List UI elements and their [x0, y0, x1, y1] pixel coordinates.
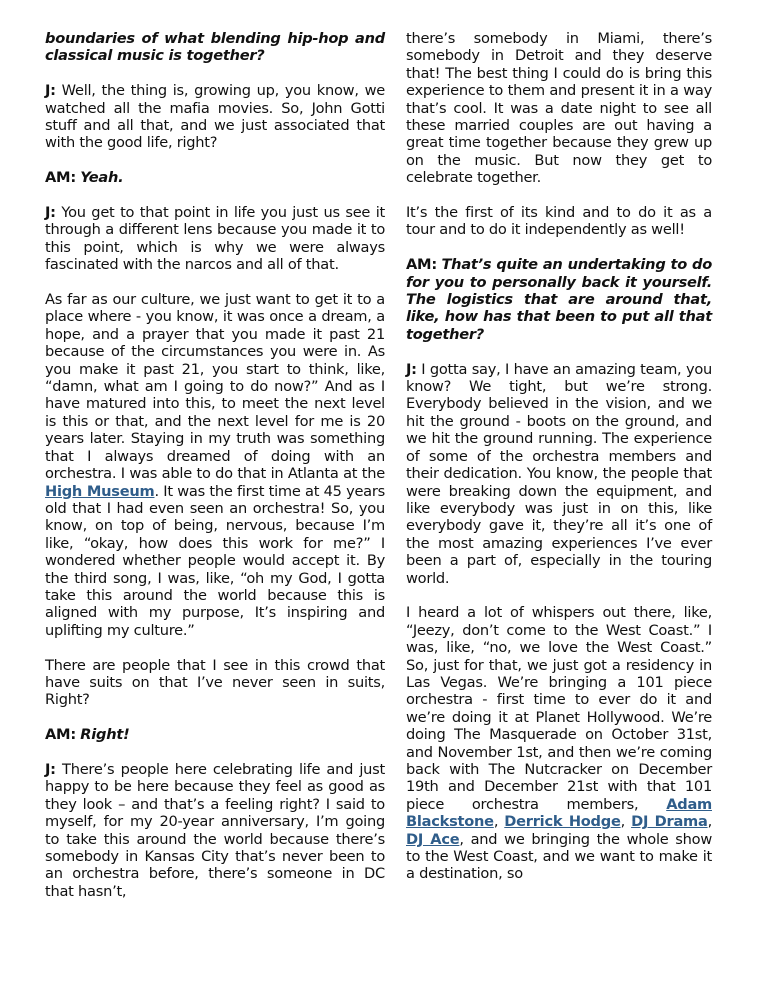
interviewer-paragraph: [406, 256, 712, 343]
speaker-label: AM:: [45, 726, 76, 744]
answer-paragraph: [45, 291, 385, 639]
answer-text: I heard a lot of whispers out there, like, “Jeezy, don’t come to the West Coast.” I was, like, “no, we love the West Coast.” So, just for that, we just got a residency in Las Vegas. We’re bringing a 101 piece orchestra - first time to ever do it and we’re doing it at Planet Hollywood. We’re doing The Masquerade on October 31st, and November 1st, and then we’re coming back with The Nutcracker on December 19th and December 21st with that 101 piece orchestra members,: [406, 604, 712, 813]
speaker-label: J:: [406, 360, 417, 378]
answer-paragraph: [45, 82, 385, 152]
interviewer-text: That’s quite an undertaking to do for you to personally back it yourself. The logistics that are around that, like, how has that been to put all that together?: [406, 256, 712, 343]
speaker-label: AM:: [45, 169, 76, 187]
speaker-label: AM:: [406, 256, 437, 274]
answer-text: , and we bringing the whole show to the West Coast, and we want to make it a destination, so: [406, 830, 713, 883]
answer-paragraph: [45, 204, 385, 274]
high-museum-link[interactable]: High Museum: [45, 482, 155, 500]
left-column: [45, 30, 385, 918]
speaker-label: J:: [45, 204, 56, 222]
answer-text: . It was the first time at 45 years old that I had even seen an orchestra! So, you know, on top of being, nervous, because I’m like, “okay, how does this work for me?” I wondered whether people would accept it. By the third song, I was, like, “oh my God, I gotta take this around the world because this is aligned with my purpose, It’s inspiring and uplifting my culture.”: [45, 482, 385, 639]
answer-paragraph: [406, 604, 712, 883]
speaker-label: J:: [45, 760, 56, 778]
answer-text: I gotta say, I have an amazing team, you know? We tight, but we’re strong. Everybody believed in the vision, and we hit the ground - boots on the ground, and we hit the ground running. The experience of some of the orchestra members and their dedication. You know, the people that were breaking down the equipment, and like everybody was just in on this, like everybody gave it, they’re all it’s one of the most amazing experiences I’ve ever been a part of, especially in the touring world.: [406, 360, 713, 587]
answer-paragraph: It’s the first of its kind and to do it as a tour and to do it independently as well!: [406, 204, 712, 239]
answer-text: Well, the thing is, growing up, you know, we watched all the mafia movies. So, John Gotti stuff and all that, and we just associated that with the good life, right?: [45, 82, 385, 152]
interviewer-paragraph: [45, 169, 385, 186]
answer-paragraph: There are people that I see in this crowd that have suits on that I’ve never seen in suits, Right?: [45, 656, 385, 709]
answer-paragraph: [45, 761, 385, 900]
separator: ,: [707, 813, 712, 831]
answer-paragraph: there’s somebody in Miami, there’s somebody in Detroit and they deserve that! The best thing I could do is bring this experience to them and present it in a way that’s cool. It was a date night to see all these married couples are out having a great time together because they grew up on the music. But now they get to celebrate together.: [406, 30, 712, 187]
answer-text: As far as our culture, we just want to get it to a place where - you know, it was once a dream, a hope, and a prayer that you made it past 21 because of the circumstances you were in. As you make it past 21, you start to think, like, “damn, what am I going to do now?” And as I have matured into this, to meet the next level is this or that, and the next level for me is 20 years later. Staying in my truth was something that I always dreamed of doing with an orchestra. I was able to do that in Atlanta at the: [45, 291, 385, 483]
separator: ,: [493, 813, 505, 831]
separator: ,: [620, 813, 632, 831]
adam-blackstone-link[interactable]: Adam Blackstone: [406, 795, 712, 831]
interviewer-paragraph: [45, 726, 385, 743]
answer-paragraph: [406, 361, 712, 587]
interview-question: boundaries of what blending hip-hop and classical music is together?: [45, 30, 385, 65]
speaker-label: J:: [45, 82, 56, 100]
answer-text: There’s people here celebrating life and just happy to be here because they feel as good as they look – and that’s a feeling right? I said to myself, for my 20-year anniversary, I’m going to take this around the world because there’s somebody in Kansas City that’s never been to an orchestra before, there’s someone in DC that hasn’t,: [45, 760, 385, 900]
answer-text: You get to that point in life you just us see it through a different lens because you made it to this point, which is why we were always fascinated with the narcos and all of that.: [45, 204, 385, 274]
dj-drama-link[interactable]: DJ Drama: [631, 813, 708, 831]
dj-ace-link[interactable]: DJ Ace: [406, 830, 460, 848]
interviewer-text: Right!: [80, 726, 130, 744]
right-column: [406, 30, 712, 900]
derrick-hodge-link[interactable]: Derrick Hodge: [504, 813, 621, 831]
interviewer-text: Yeah.: [80, 169, 124, 187]
